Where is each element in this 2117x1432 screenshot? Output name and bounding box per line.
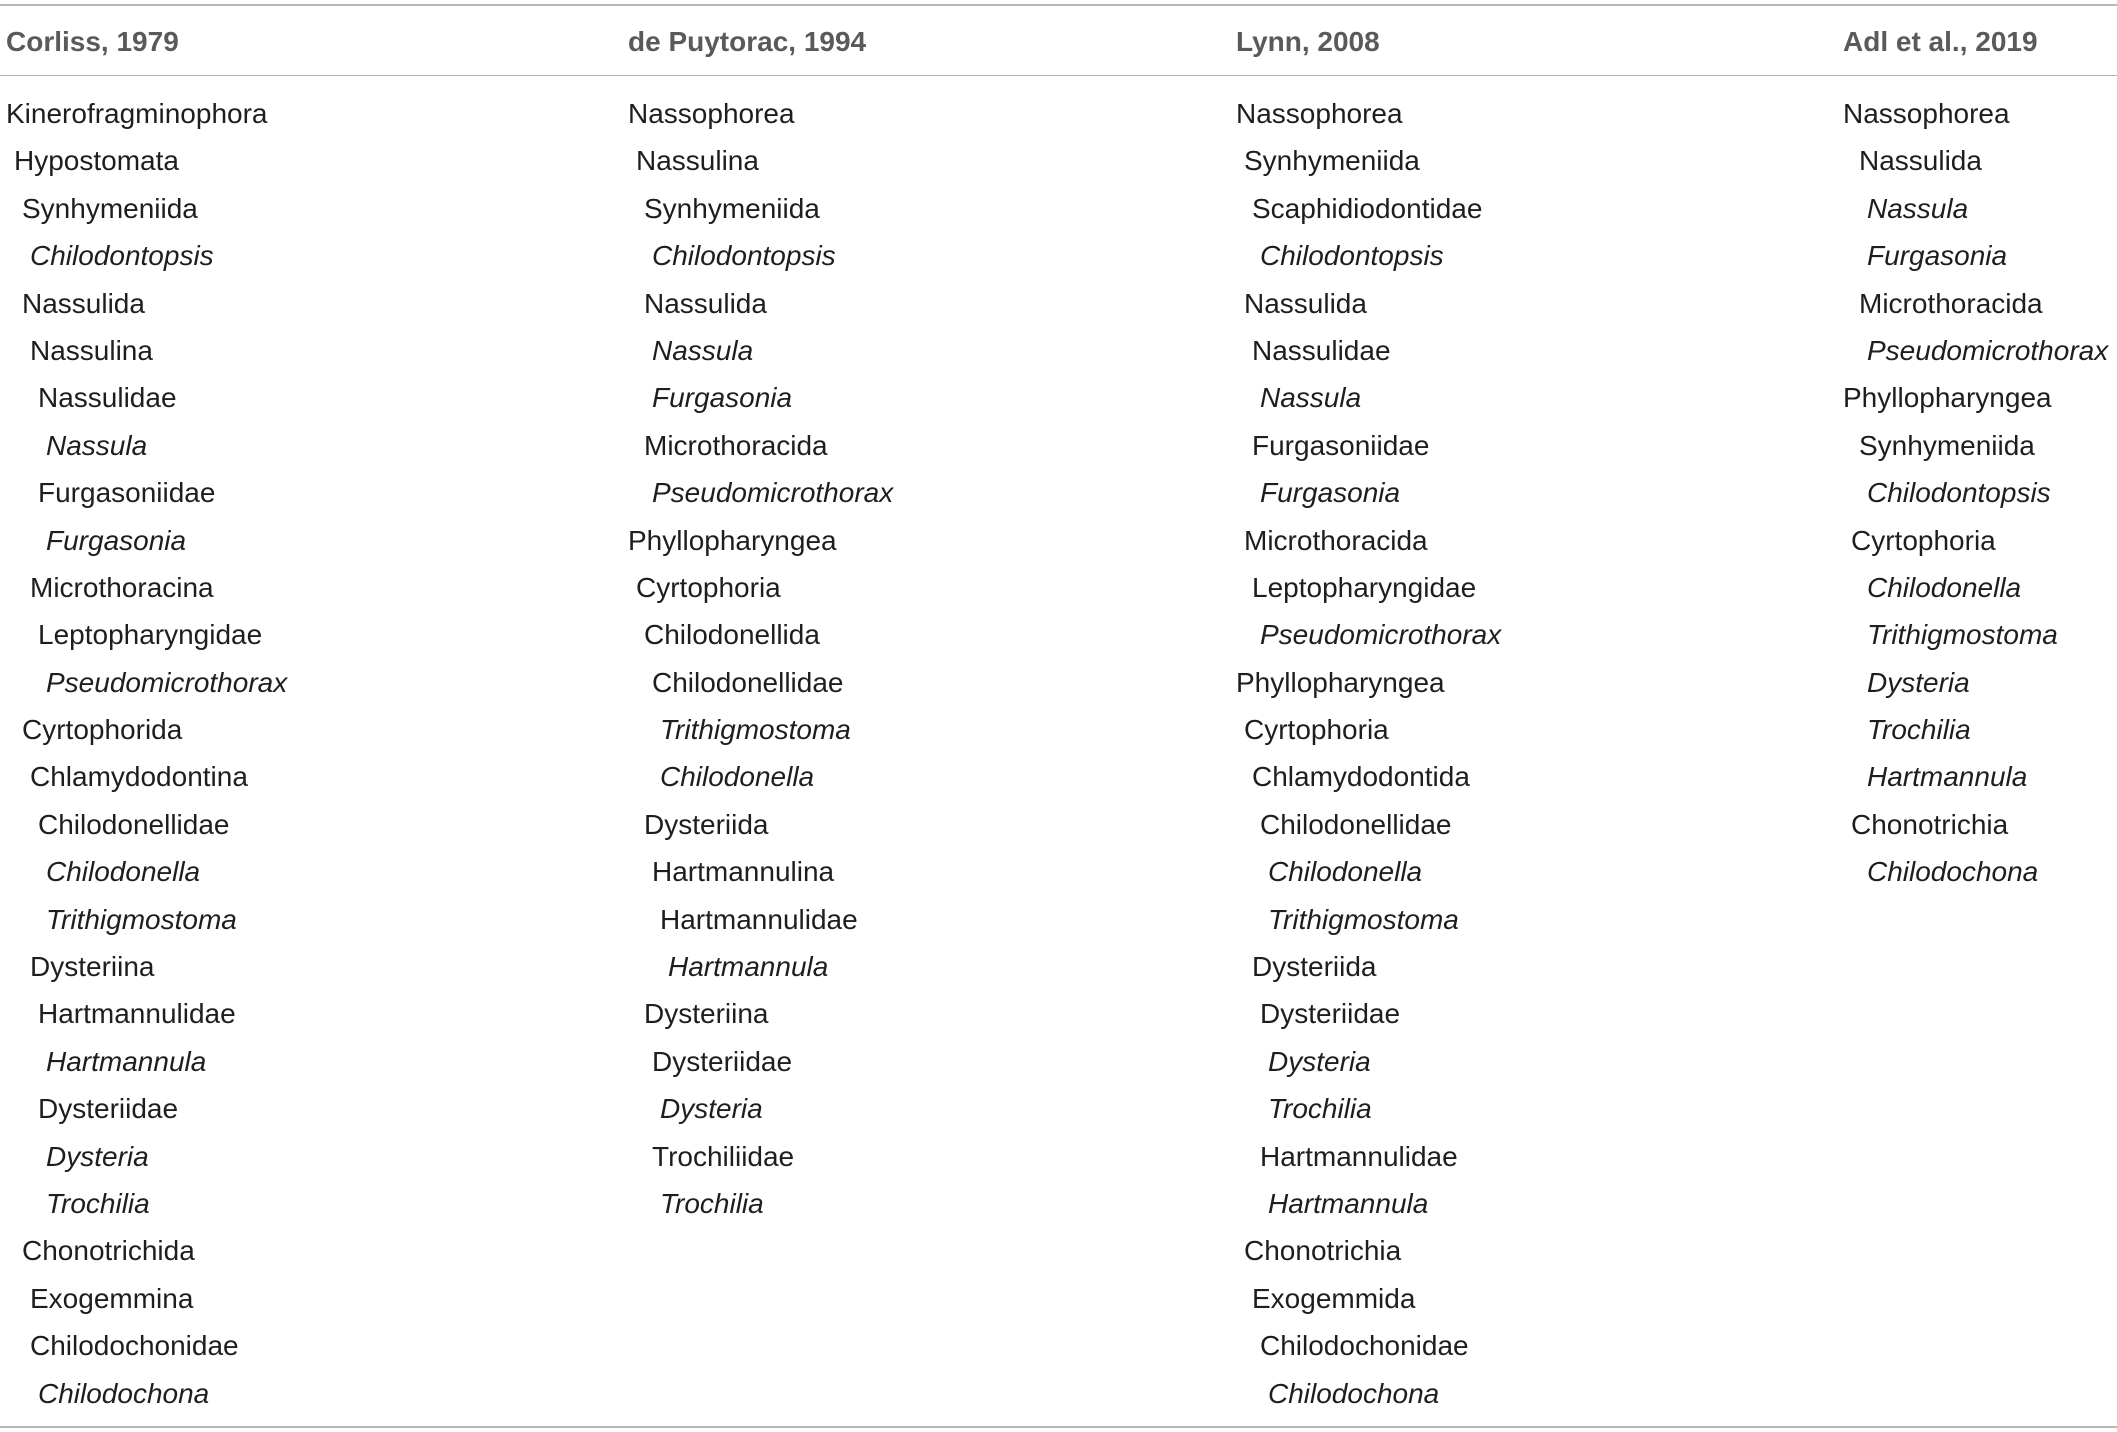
column-corliss [6, 90, 287, 1417]
taxon-cell: Nassophorea [628, 98, 795, 129]
taxon-cell: Furgasoniidae [1252, 429, 1430, 461]
genus-cell: Trithigmostoma [660, 714, 851, 746]
genus-cell: Nassula [1260, 382, 1362, 414]
genus-cell: Chilodochona [38, 1377, 210, 1409]
taxon-cell: Synhymeniida [22, 192, 198, 224]
taxon-cell: Chilodochonidae [1260, 1330, 1469, 1362]
taxon-cell: Nassophorea [1843, 98, 2010, 129]
genus-cell: Pseudomicrothorax [46, 666, 288, 698]
genus-cell: Chilodontopsis [1867, 477, 2051, 509]
taxon-cell: Chonotrichia [1851, 808, 2009, 840]
taxon-cell: Chilodonellida [644, 619, 820, 651]
genus-cell: Pseudomicrothorax [652, 477, 894, 509]
genus-cell: Chilodonella [1867, 571, 2022, 603]
taxon-cell: Chonotrichida [22, 1235, 195, 1267]
taxon-cell: Furgasoniidae [38, 477, 216, 509]
column-header-lynn: Lynn, 2008 [1236, 26, 1380, 57]
taxon-cell: Dysteriida [644, 808, 769, 840]
genus-cell: Trochilia [1268, 1093, 1372, 1125]
genus-cell: Chilodontopsis [652, 240, 836, 272]
taxon-cell: Nassophorea [1236, 98, 1403, 129]
table-header-row [0, 20, 2117, 64]
genus-cell: Chilodochona [1867, 856, 2039, 888]
taxon-cell: Cyrtophoria [636, 571, 781, 603]
genus-cell: Trochilia [660, 1187, 764, 1219]
taxon-cell: Chilodochonidae [30, 1330, 239, 1362]
genus-cell: Trithigmostoma [1867, 619, 2058, 651]
taxon-cell: Scaphidiodontidae [1252, 192, 1483, 224]
taxon-cell: Chilodonellidae [38, 808, 230, 840]
genus-cell: Trochilia [1867, 714, 1971, 746]
taxon-cell: Phyllopharyngea [1236, 666, 1445, 698]
taxon-cell: Nassulidae [38, 382, 177, 414]
taxon-cell: Microthoracida [1244, 524, 1428, 556]
genus-cell: Trithigmostoma [1268, 903, 1459, 935]
taxon-cell: Exogemmida [1252, 1282, 1416, 1314]
taxon-cell: Phyllopharyngea [1843, 382, 2052, 414]
genus-cell: Chilodontopsis [30, 240, 214, 272]
taxon-cell: Chlamydodontida [1252, 761, 1470, 793]
column-header-corliss: Corliss, 1979 [6, 26, 179, 57]
taxon-cell: Nassulida [22, 287, 145, 319]
taxon-cell: Cyrtophoria [1244, 714, 1389, 746]
genus-cell: Hartmannula [46, 1045, 207, 1077]
genus-cell: Chilodontopsis [1260, 240, 1444, 272]
taxon-cell: Hartmannulina [652, 856, 835, 888]
column-header-de-puytorac: de Puytorac, 1994 [628, 26, 867, 57]
taxon-cell: Leptopharyngidae [1252, 571, 1477, 603]
taxon-cell: Microthoracida [644, 429, 828, 461]
taxon-cell: Cyrtophorida [22, 714, 183, 746]
genus-cell: Furgasonia [652, 382, 793, 414]
genus-cell: Hartmannula [1268, 1187, 1429, 1219]
taxon-cell: Hartmannulidae [660, 903, 858, 935]
genus-cell: Trithigmostoma [46, 903, 237, 935]
table-header-rule [0, 75, 2117, 76]
genus-cell: Nassula [46, 429, 148, 461]
taxon-cell: Dysteriida [1252, 951, 1377, 983]
taxon-cell: Leptopharyngidae [38, 619, 263, 651]
taxon-cell: Nassulida [1859, 145, 1982, 177]
taxon-cell: Microthoracina [30, 571, 214, 603]
taxon-cell: Nassulida [644, 287, 767, 319]
taxon-cell: Dysteriidae [38, 1093, 179, 1125]
genus-cell: Dysteria [1867, 666, 1970, 698]
taxon-cell: Dysteriina [644, 998, 769, 1030]
genus-cell: Furgasonia [1867, 240, 2008, 272]
taxon-cell: Nassulina [636, 145, 759, 177]
taxon-cell: Exogemmina [30, 1282, 194, 1314]
column-header-adl: Adl et al., 2019 [1843, 26, 2038, 57]
genus-cell: Chilodochona [1268, 1377, 1440, 1409]
genus-cell: Hartmannula [668, 951, 829, 983]
column-lynn [1236, 90, 1501, 1417]
genus-cell: Furgasonia [1260, 477, 1401, 509]
table-top-rule [0, 4, 2117, 6]
taxon-cell: Synhymeniida [1244, 145, 1420, 177]
taxon-cell: Synhymeniida [1859, 429, 2035, 461]
taxon-cell: Trochiliidae [652, 1140, 795, 1172]
genus-cell: Pseudomicrothorax [1260, 619, 1502, 651]
genus-cell: Dysteria [46, 1140, 149, 1172]
taxon-cell: Hartmannulidae [38, 998, 236, 1030]
taxon-cell: Nassulina [30, 334, 153, 366]
genus-cell: Dysteria [1268, 1045, 1371, 1077]
genus-cell: Trochilia [46, 1187, 150, 1219]
genus-cell: Hartmannula [1867, 761, 2028, 793]
taxon-cell: Synhymeniida [644, 192, 820, 224]
genus-cell: Chilodonella [46, 856, 201, 888]
column-de-puytorac [628, 90, 893, 1227]
taxon-cell: Hartmannulidae [1260, 1140, 1458, 1172]
taxon-cell: Hypostomata [14, 145, 179, 177]
taxon-cell: Kinerofragminophora [6, 98, 268, 129]
genus-cell: Chilodonella [1268, 856, 1423, 888]
genus-cell: Pseudomicrothorax [1867, 334, 2109, 366]
taxon-cell: Cyrtophoria [1851, 524, 1996, 556]
taxon-cell: Chilodonellidae [652, 666, 844, 698]
taxon-cell: Phyllopharyngea [628, 524, 837, 556]
taxon-cell: Microthoracida [1859, 287, 2043, 319]
column-adl [1843, 90, 2108, 896]
taxon-cell: Dysteriina [30, 951, 155, 983]
taxon-cell: Chonotrichia [1244, 1235, 1402, 1267]
taxon-cell: Nassulidae [1252, 334, 1391, 366]
taxon-cell: Chilodonellidae [1260, 808, 1452, 840]
taxon-cell: Dysteriidae [652, 1045, 793, 1077]
table-bottom-rule [0, 1426, 2117, 1428]
genus-cell: Furgasonia [46, 524, 187, 556]
genus-cell: Nassula [1867, 192, 1969, 224]
taxon-cell: Chlamydodontina [30, 761, 248, 793]
genus-cell: Dysteria [660, 1093, 763, 1125]
genus-cell: Chilodonella [660, 761, 815, 793]
taxon-cell: Dysteriidae [1260, 998, 1401, 1030]
taxon-cell: Nassulida [1244, 287, 1367, 319]
genus-cell: Nassula [652, 334, 754, 366]
